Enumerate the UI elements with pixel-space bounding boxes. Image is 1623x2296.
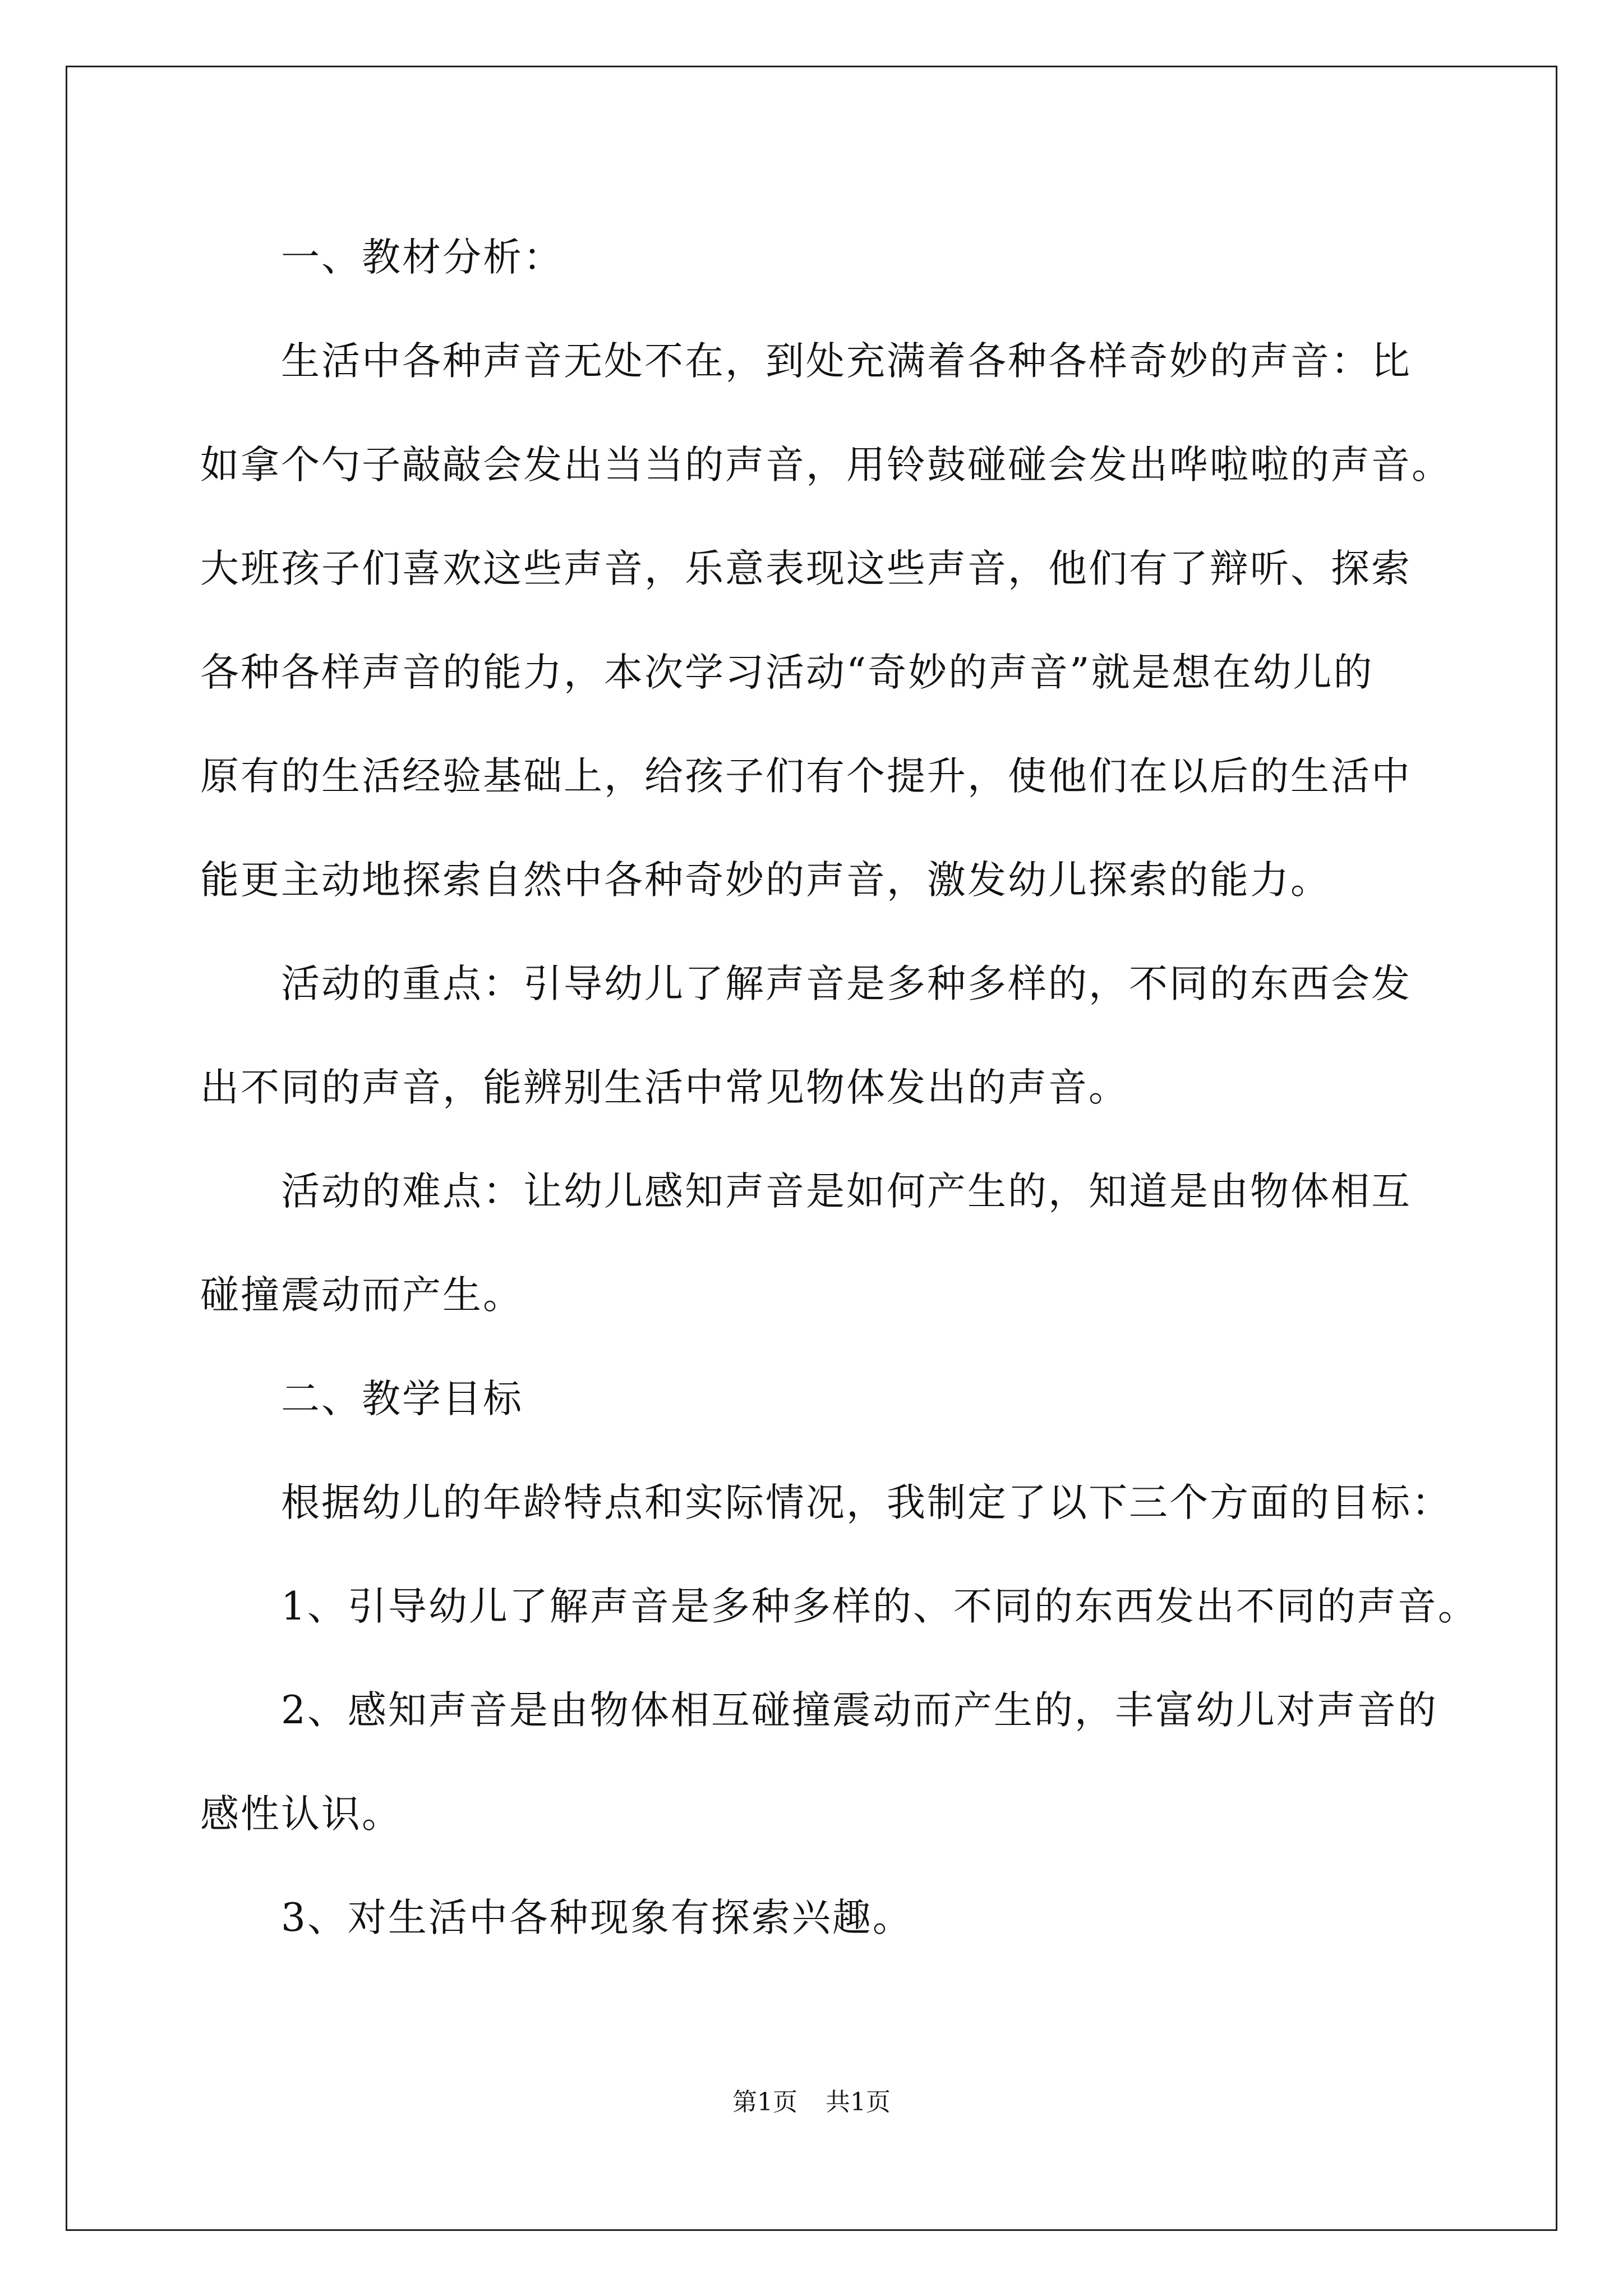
paragraph-line: 大班孩子们喜欢这些声音，乐意表现这些声音，他们有了辩听、探索 — [200, 546, 1412, 591]
paragraph-line: 根据幼儿的年龄特点和实际情况，我制定了以下三个方面的目标： — [281, 1480, 1452, 1525]
document-body — [200, 206, 1478, 1970]
paragraph-line: 活动的重点：引导幼儿了解声音是多种多样的，不同的东西会发 — [281, 961, 1412, 1006]
page-number-label: 第1页 — [732, 2088, 797, 2116]
paragraph-line: 各种各样声音的能力，本次学习活动“奇妙的声音”就是想在幼儿的 — [200, 650, 1374, 695]
page-total-label: 共1页 — [826, 2088, 891, 2116]
goal-item: 2、感知声音是由物体相互碰撞震动而产生的，丰富幼儿对声音的 — [281, 1688, 1438, 1733]
goal-item: 3、对生活中各种现象有探索兴趣。 — [281, 1895, 913, 1940]
paragraph-line: 如拿个勺子敲敲会发出当当的声音，用铃鼓碰碰会发出哗啦啦的声音。 — [200, 443, 1452, 487]
paragraph-line: 活动的难点：让幼儿感知声音是如何产生的，知道是由物体相互 — [281, 1169, 1412, 1214]
paragraph-line: 出不同的声音，能辨别生活中常见物体发出的声音。 — [200, 1065, 1129, 1110]
page-footer — [0, 2086, 1623, 2119]
goal-item-continuation: 感性认识。 — [200, 1792, 402, 1837]
paragraph-line: 原有的生活经验基础上，给孩子们有个提升，使他们在以后的生活中 — [200, 754, 1412, 799]
section-heading-teaching-goals: 二、教学目标 — [281, 1377, 523, 1421]
section-heading-teaching-material: 一、教材分析： — [281, 235, 564, 280]
paragraph-line: 碰撞震动而产生。 — [200, 1273, 523, 1318]
paragraph-line: 生活中各种声音无处不在，到处充满着各种各样奇妙的声音：比 — [281, 339, 1412, 384]
paragraph-line: 能更主动地探索自然中各种奇妙的声音，激发幼儿探索的能力。 — [200, 858, 1331, 903]
goal-item: 1、引导幼儿了解声音是多种多样的、不同的东西发出不同的声音。 — [281, 1584, 1478, 1629]
